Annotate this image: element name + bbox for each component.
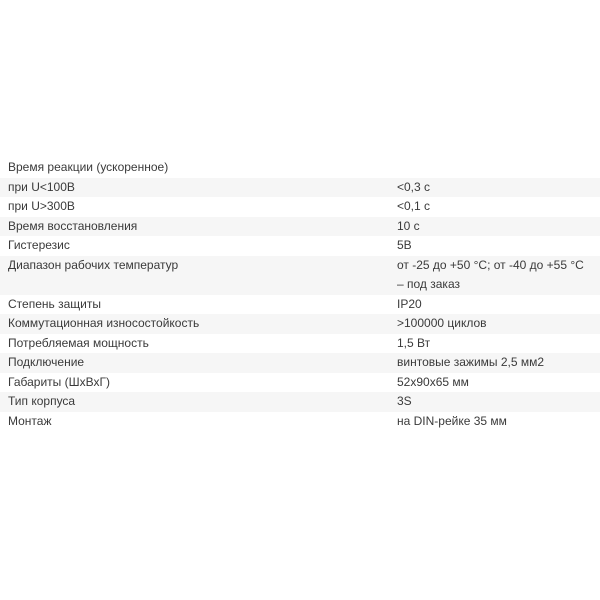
spec-value: от -25 до +50 °С; от -40 до +55 °С – под заказ [397, 257, 584, 291]
spec-name: Коммутационная износостойкость [8, 316, 200, 330]
spec-value: на DIN-рейке 35 мм [397, 413, 507, 428]
spec-name: при U<100В [8, 179, 75, 194]
table-row [0, 334, 600, 354]
spec-value: 3S [397, 394, 412, 408]
table-row [0, 236, 600, 256]
table-row [0, 178, 600, 198]
spec-name: Время восстановления [8, 218, 138, 233]
spec-value: <0,3 с [397, 179, 431, 194]
table-row [0, 353, 600, 373]
spec-table [0, 158, 600, 431]
spec-value: 10 с [397, 218, 420, 233]
spec-value: 5В [397, 238, 412, 252]
spec-heading: Время реакции (ускоренное) [8, 160, 169, 174]
spec-name: при U>300В [8, 199, 75, 213]
spec-name: Монтаж [8, 413, 52, 428]
spec-heading-row [0, 158, 600, 178]
table-row [0, 217, 600, 237]
spec-value: 52x90x65 мм [397, 374, 469, 389]
spec-heading-value [395, 158, 600, 178]
table-row [0, 197, 600, 217]
table-row [0, 295, 600, 315]
spec-value: >100000 циклов [397, 316, 487, 330]
spec-value: <0,1 с [397, 199, 431, 213]
spec-name: Подключение [8, 355, 85, 369]
table-row [0, 314, 600, 334]
table-row [0, 392, 600, 412]
spec-name: Диапазон рабочих температур [8, 257, 179, 272]
table-row [0, 412, 600, 432]
spec-value: 1,5 Вт [397, 335, 431, 350]
spec-name: Габариты (ШхВхГ) [8, 374, 110, 389]
spec-value: винтовые зажимы 2,5 мм2 [397, 355, 545, 369]
spec-value: IP20 [397, 296, 422, 311]
spec-name: Тип корпуса [8, 394, 76, 408]
spec-name: Гистерезис [8, 238, 70, 252]
table-row [0, 256, 600, 295]
spec-name: Потребляемая мощность [8, 335, 149, 350]
table-row [0, 373, 600, 393]
spec-name: Степень защиты [8, 296, 101, 311]
